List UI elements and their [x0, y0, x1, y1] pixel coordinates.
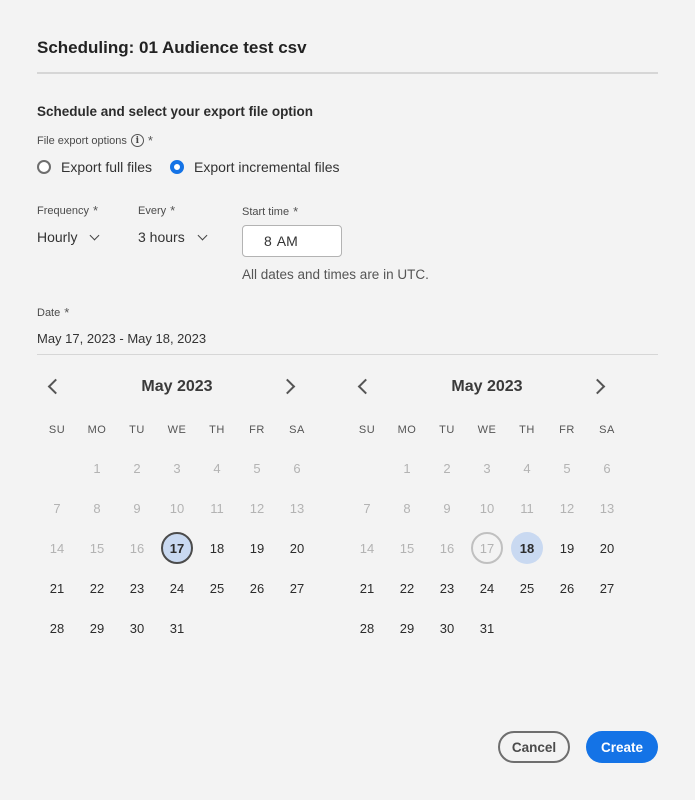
weekday-label: TU [129, 424, 145, 436]
calendar-day-number: 2 [133, 460, 141, 476]
calendar-week [37, 488, 317, 528]
calendar-day[interactable] [507, 568, 547, 608]
calendar-day-number: 22 [399, 580, 415, 596]
calendar-day-number: 13 [599, 500, 615, 516]
calendar-day-number: 5 [563, 460, 571, 476]
calendar-day-number: 8 [93, 500, 101, 516]
calendar-day-number: 10 [169, 500, 185, 516]
required-marker: * [64, 305, 70, 320]
every-label [138, 204, 175, 217]
calendar-day-number: 28 [359, 620, 375, 636]
calendar-day [37, 488, 77, 528]
calendar-day-number: 27 [289, 580, 305, 596]
calendar-day[interactable] [547, 528, 587, 568]
calendar-day[interactable] [507, 528, 547, 568]
section-heading: Schedule and select your export file option [37, 104, 314, 119]
chevron-right-icon[interactable] [591, 376, 613, 398]
calendar-day-number: 4 [523, 460, 531, 476]
title-divider [37, 72, 658, 74]
start-time-label-text: Start time [242, 205, 290, 218]
every-picker[interactable] [138, 229, 206, 245]
calendar-day-number: 30 [439, 620, 455, 636]
calendar-day [587, 488, 627, 528]
every-label-text: Every [138, 204, 167, 217]
cancel-button[interactable]: Cancel [498, 731, 570, 763]
weekday-label: TU [439, 424, 455, 436]
calendar-day-number: 3 [483, 460, 491, 476]
calendar-day-number: 16 [439, 540, 455, 556]
calendar-day-number: 10 [479, 500, 495, 516]
weekday-label: MO [397, 424, 417, 436]
calendar-day [157, 448, 197, 488]
frequency-value: Hourly [37, 229, 78, 245]
calendar-day[interactable] [117, 608, 157, 648]
calendar-day [197, 488, 237, 528]
calendar-day[interactable] [277, 568, 317, 608]
calendar-week [37, 448, 317, 488]
calendar-day [347, 528, 387, 568]
calendar-day-number: 31 [479, 620, 495, 636]
weekday-label: FR [249, 424, 265, 436]
calendar-day [117, 448, 157, 488]
calendar-day[interactable] [467, 608, 507, 648]
calendar-day [547, 448, 587, 488]
required-marker: * [147, 133, 153, 148]
calendar-day [277, 488, 317, 528]
calendar-day [77, 448, 117, 488]
calendar-day-number: 12 [249, 500, 265, 516]
calendar-empty-cell [547, 608, 587, 648]
calendar-start [37, 372, 317, 636]
calendar-day-number: 29 [89, 620, 105, 636]
radio-label: Export incremental files [194, 159, 340, 175]
calendar-day [77, 488, 117, 528]
calendar-day-number: 14 [49, 540, 65, 556]
every-value: 3 hours [138, 229, 185, 245]
calendar-month-title: May 2023 [141, 378, 213, 395]
calendar-empty-cell [347, 448, 387, 488]
calendar-day-number: 22 [89, 580, 105, 596]
calendar-grid [37, 448, 317, 648]
calendar-day [237, 448, 277, 488]
file-export-options-label-text: File export options [37, 134, 127, 147]
calendar-day [427, 488, 467, 528]
calendar-day-number: 19 [249, 540, 265, 556]
date-range-value[interactable]: May 17, 2023 - May 18, 2023 [37, 331, 207, 346]
calendar-day [587, 448, 627, 488]
calendar-day [427, 528, 467, 568]
calendar-day [467, 528, 507, 568]
weekday-label: TH [209, 424, 225, 436]
calendar-week [347, 488, 627, 528]
chevron-down-icon [90, 230, 100, 240]
dialog-title: Scheduling: 01 Audience test csv [37, 38, 307, 57]
calendar-day [387, 488, 427, 528]
weekday-label: MO [87, 424, 107, 436]
calendar-day-number: 30 [129, 620, 145, 636]
calendar-day-number: 25 [209, 580, 225, 596]
calendar-day-number: 16 [129, 540, 145, 556]
calendar-day[interactable] [197, 568, 237, 608]
start-time-period[interactable]: AM [276, 233, 298, 249]
calendar-day-number: 9 [133, 500, 141, 516]
calendar-day-number: 26 [249, 580, 265, 596]
info-icon[interactable]: i [131, 134, 144, 147]
radio-label: Export full files [61, 159, 153, 175]
calendar-day-number: 18 [209, 540, 225, 556]
start-time-hour[interactable]: 8 [264, 233, 272, 249]
calendar-day-number: 8 [403, 500, 411, 516]
start-time-label [242, 205, 298, 218]
calendar-day-number: 11 [210, 500, 224, 516]
calendar-empty-cell [197, 608, 237, 648]
weekday-label: FR [559, 424, 575, 436]
calendar-day-number: 21 [359, 580, 375, 596]
calendar-week [347, 448, 627, 488]
radio-export-full-files[interactable] [37, 159, 152, 175]
date-label-text: Date [37, 306, 61, 319]
weekday-label: SU [48, 424, 66, 436]
calendar-day[interactable] [587, 528, 627, 568]
calendar-day [387, 528, 427, 568]
calendar-empty-cell [507, 608, 547, 648]
calendar-day-number: 11 [520, 500, 534, 516]
calendar-day [347, 488, 387, 528]
calendar-day-number: 6 [603, 460, 611, 476]
calendar-header [37, 372, 317, 402]
calendar-header [347, 372, 627, 402]
calendar-day-number: 17 [471, 532, 503, 564]
calendar-day [117, 488, 157, 528]
calendar-day[interactable] [117, 568, 157, 608]
calendar-day-number: 1 [93, 460, 101, 476]
calendar-day-number: 7 [363, 500, 371, 516]
calendar-week [347, 528, 627, 568]
calendar-grid [347, 448, 627, 648]
chevron-right-icon[interactable] [281, 376, 303, 398]
calendar-day-number: 14 [359, 540, 375, 556]
weekday-label: SU [358, 424, 376, 436]
calendar-day [547, 488, 587, 528]
calendar-day[interactable] [387, 608, 427, 648]
calendar-day [387, 448, 427, 488]
calendar-day[interactable] [427, 568, 467, 608]
calendar-day [467, 488, 507, 528]
calendar-day-number: 13 [289, 500, 305, 516]
calendar-day [427, 448, 467, 488]
weekday-header [37, 424, 317, 436]
date-label [37, 306, 69, 319]
calendar-day[interactable] [467, 568, 507, 608]
calendar-day[interactable] [37, 608, 77, 648]
weekday-header [347, 424, 627, 436]
calendar-day[interactable] [37, 568, 77, 608]
create-button[interactable]: Create [586, 731, 658, 763]
file-export-radio-group [37, 159, 358, 175]
calendar-empty-cell [587, 608, 627, 648]
weekday-label: SA [599, 424, 615, 436]
calendar-day-number: 24 [169, 580, 185, 596]
calendar-day[interactable] [547, 568, 587, 608]
calendar-day-number: 28 [49, 620, 65, 636]
weekday-label: TH [519, 424, 535, 436]
calendar-day-number: 26 [559, 580, 575, 596]
calendar-day [37, 528, 77, 568]
calendar-day-number: 2 [443, 460, 451, 476]
calendar-day [507, 488, 547, 528]
calendar-day-number: 17 [161, 532, 193, 564]
start-time-field[interactable] [242, 225, 342, 257]
calendar-day[interactable] [157, 568, 197, 608]
chevron-down-icon [197, 230, 207, 240]
calendar-day-number: 23 [129, 580, 145, 596]
calendar-empty-cell [277, 608, 317, 648]
radio-export-incremental-files[interactable] [170, 159, 340, 175]
calendar-day-number: 29 [399, 620, 415, 636]
required-marker: * [293, 204, 299, 219]
frequency-label [37, 204, 98, 217]
calendar-day [157, 488, 197, 528]
calendar-week [37, 528, 317, 568]
calendar-day[interactable] [427, 608, 467, 648]
calendar-day[interactable] [587, 568, 627, 608]
calendar-week [347, 608, 627, 648]
calendar-day [467, 448, 507, 488]
weekday-label: WE [167, 424, 187, 436]
calendar-day-number: 23 [439, 580, 455, 596]
file-export-options-label [37, 134, 153, 147]
calendar-day [277, 448, 317, 488]
calendar-day-number: 9 [443, 500, 451, 516]
calendar-day-number: 5 [253, 460, 261, 476]
calendar-day-number: 12 [559, 500, 575, 516]
calendar-day-number: 31 [169, 620, 185, 636]
utc-note: All dates and times are in UTC. [242, 267, 429, 282]
weekday-label: SA [289, 424, 305, 436]
frequency-label-text: Frequency [37, 204, 89, 217]
calendar-empty-cell [237, 608, 277, 648]
weekday-label: WE [477, 424, 497, 436]
calendar-day [197, 448, 237, 488]
radio-button-checked[interactable] [170, 160, 184, 174]
frequency-picker[interactable] [37, 229, 98, 245]
date-underline [37, 354, 658, 355]
calendar-day-number: 15 [89, 540, 105, 556]
required-marker: * [92, 203, 99, 218]
calendar-day-number: 3 [173, 460, 181, 476]
calendar-day-number: 25 [519, 580, 535, 596]
calendar-end [347, 372, 627, 636]
calendar-month-title: May 2023 [451, 378, 523, 395]
radio-button-unchecked[interactable] [37, 160, 51, 174]
calendar-day[interactable] [197, 528, 237, 568]
calendar-day[interactable] [237, 528, 277, 568]
calendar-day [507, 448, 547, 488]
calendar-day-number: 18 [511, 532, 543, 564]
calendar-day-number: 21 [49, 580, 65, 596]
calendar-day [117, 528, 157, 568]
calendar-day[interactable] [277, 528, 317, 568]
calendar-day-number: 20 [599, 540, 615, 556]
calendar-day-number: 15 [399, 540, 415, 556]
calendar-week [37, 568, 317, 608]
calendar-day-number: 27 [599, 580, 615, 596]
calendar-day[interactable] [347, 568, 387, 608]
calendar-week [37, 608, 317, 648]
calendar-day[interactable] [347, 608, 387, 648]
calendar-day[interactable] [157, 528, 197, 568]
calendar-day-number: 6 [293, 460, 301, 476]
calendar-day[interactable] [77, 608, 117, 648]
calendar-day-number: 1 [403, 460, 411, 476]
required-marker: * [170, 203, 176, 218]
calendar-day[interactable] [237, 568, 277, 608]
calendar-day[interactable] [157, 608, 197, 648]
calendar-day-number: 24 [479, 580, 495, 596]
calendar-day-number: 7 [53, 500, 61, 516]
calendar-day[interactable] [77, 568, 117, 608]
calendar-day [77, 528, 117, 568]
calendar-week [347, 568, 627, 608]
calendar-day [237, 488, 277, 528]
calendar-day-number: 19 [559, 540, 575, 556]
calendar-day-number: 4 [213, 460, 221, 476]
calendar-day[interactable] [387, 568, 427, 608]
calendar-day-number: 20 [289, 540, 305, 556]
calendar-empty-cell [37, 448, 77, 488]
